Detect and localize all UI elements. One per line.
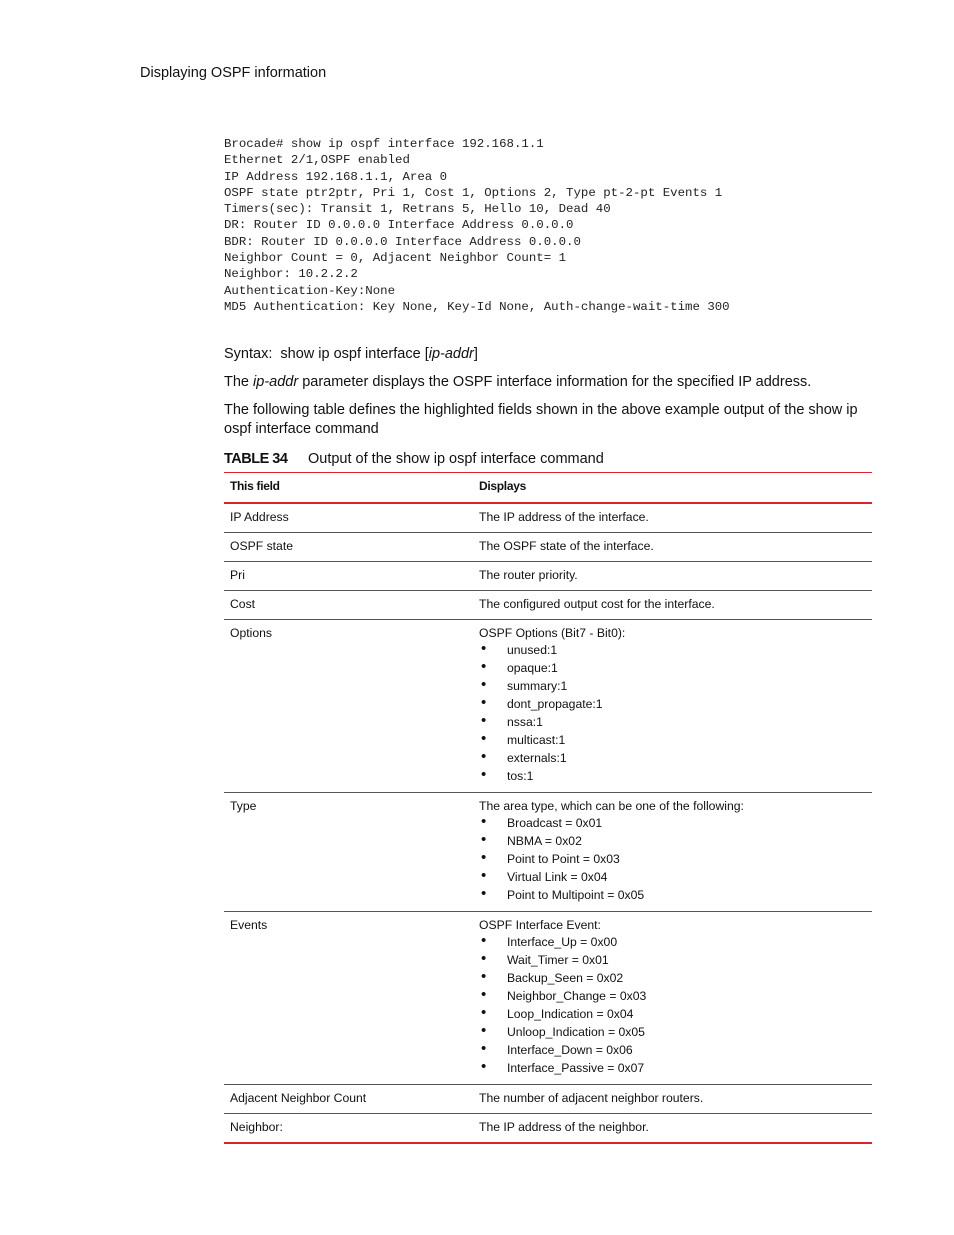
- field-name-cell: OSPF state: [224, 533, 473, 562]
- field-description-cell: [473, 1114, 872, 1144]
- value-list-item: • Backup_Seen = 0x02: [507, 969, 866, 987]
- field-description: The IP address of the neighbor.: [479, 1120, 649, 1134]
- table-row: [224, 562, 872, 591]
- field-description: The number of adjacent neighbor routers.: [479, 1091, 704, 1105]
- field-description: The IP address of the interface.: [479, 510, 649, 524]
- code-line: MD5 Authentication: Key None, Key-Id None, Auth-change-wait-time 300: [224, 299, 730, 314]
- code-line: Brocade# show ip ospf interface 192.168.1.1: [224, 137, 544, 151]
- code-line: Neighbor: 10.2.2.2: [224, 267, 358, 282]
- table-row: [224, 1114, 872, 1144]
- table-row: [224, 1085, 872, 1114]
- code-line: Authentication-Key:None: [224, 283, 396, 298]
- table-row: [224, 533, 872, 562]
- syntax-open-bracket: [: [424, 346, 429, 362]
- value-list-item: • Loop_Indication = 0x04: [507, 1005, 866, 1023]
- code-line: IP Address 192.168.1.1, Area 0: [224, 169, 448, 184]
- table-row: [224, 591, 872, 620]
- code-line: Neighbor Count = 0, Adjacent Neighbor Count= 1: [224, 251, 567, 266]
- field-description: The router priority.: [479, 568, 578, 582]
- cli-output-block: [224, 136, 730, 315]
- field-description-cell: [473, 620, 872, 793]
- code-line: OSPF state ptr2ptr, Pri 1, Cost 1, Options 2, Type pt-2-pt Events 1: [224, 185, 723, 200]
- field-description: The configured output cost for the interface.: [479, 597, 715, 611]
- param-description-pre: The: [224, 374, 249, 390]
- value-list-item: • tos:1: [507, 767, 866, 785]
- value-list: [479, 814, 866, 904]
- header-displays: Displays: [473, 473, 872, 504]
- value-list-item: • Point to Multipoint = 0x05: [507, 886, 866, 904]
- param-description-param: ip-addr: [253, 374, 299, 390]
- table-caption-text: Output of the show ip ospf interface command: [308, 451, 604, 467]
- value-list: [479, 933, 866, 1077]
- table-caption: [224, 451, 604, 467]
- value-list-item: • Interface_Passive = 0x07: [507, 1059, 866, 1077]
- ospf-interface-fields-table: [224, 472, 872, 1144]
- field-name-cell: Cost: [224, 591, 473, 620]
- field-description: OSPF Interface Event:: [479, 918, 601, 932]
- syntax-command: show ip ospf interface: [280, 346, 421, 362]
- code-line: DR: Router ID 0.0.0.0 Interface Address 0.0.0.0: [224, 218, 574, 233]
- code-line: BDR: Router ID 0.0.0.0 Interface Address 0.0.0.0: [224, 234, 581, 249]
- value-list-item: • Interface_Down = 0x06: [507, 1041, 866, 1059]
- field-description: OSPF Options (Bit7 - Bit0):: [479, 626, 626, 640]
- syntax-line: [224, 345, 872, 364]
- param-description-post: parameter displays the OSPF interface information for the specified IP address.: [302, 374, 812, 390]
- param-description: [224, 373, 872, 392]
- value-list-item: • summary:1: [507, 677, 866, 695]
- field-description-cell: [473, 503, 872, 533]
- value-list-item: • dont_propagate:1: [507, 695, 866, 713]
- value-list-item: • NBMA = 0x02: [507, 832, 866, 850]
- code-line: Ethernet 2/1,OSPF enabled: [224, 153, 410, 168]
- field-description: The area type, which can be one of the following:: [479, 799, 744, 813]
- field-name-cell: Type: [224, 793, 473, 912]
- value-list: [479, 641, 866, 785]
- field-name-cell: Adjacent Neighbor Count: [224, 1085, 473, 1114]
- value-list-item: • Broadcast = 0x01: [507, 814, 866, 832]
- table-label: TABLE 34: [224, 451, 288, 467]
- syntax-label: Syntax:: [224, 346, 273, 362]
- field-description: The OSPF state of the interface.: [479, 539, 654, 553]
- table-row: [224, 912, 872, 1085]
- value-list-item: • multicast:1: [507, 731, 866, 749]
- field-name-cell: Pri: [224, 562, 473, 591]
- field-description-cell: [473, 912, 872, 1085]
- table-row: [224, 793, 872, 912]
- header-this-field: This field: [224, 473, 473, 504]
- syntax-close-bracket: ]: [473, 346, 478, 362]
- value-list-item: • Wait_Timer = 0x01: [507, 951, 866, 969]
- table-header-row: [224, 473, 872, 504]
- table-row: [224, 620, 872, 793]
- field-description-cell: [473, 562, 872, 591]
- value-list-item: • Unloop_Indication = 0x05: [507, 1023, 866, 1041]
- field-description-cell: [473, 1085, 872, 1114]
- field-description-cell: [473, 591, 872, 620]
- field-name-cell: Events: [224, 912, 473, 1085]
- value-list-item: • externals:1: [507, 749, 866, 767]
- field-description-cell: [473, 533, 872, 562]
- value-list-item: • unused:1: [507, 641, 866, 659]
- field-description-cell: [473, 793, 872, 912]
- field-name-cell: Options: [224, 620, 473, 793]
- code-line: Timers(sec): Transit 1, Retrans 5, Hello 10, Dead 40: [224, 202, 611, 217]
- value-list-item: • opaque:1: [507, 659, 866, 677]
- running-header: Displaying OSPF information: [140, 65, 327, 81]
- field-name-cell: Neighbor:: [224, 1114, 473, 1144]
- value-list-item: • nssa:1: [507, 713, 866, 731]
- value-list-item: • Neighbor_Change = 0x03: [507, 987, 866, 1005]
- table-row: [224, 503, 872, 533]
- syntax-param: ip-addr: [428, 346, 474, 362]
- value-list-item: • Point to Point = 0x03: [507, 850, 866, 868]
- value-list-item: • Interface_Up = 0x00: [507, 933, 866, 951]
- table-intro: The following table defines the highlighted fields shown in the above example output of the show ip ospf interface command: [224, 402, 858, 437]
- field-name-cell: IP Address: [224, 503, 473, 533]
- value-list-item: • Virtual Link = 0x04: [507, 868, 866, 886]
